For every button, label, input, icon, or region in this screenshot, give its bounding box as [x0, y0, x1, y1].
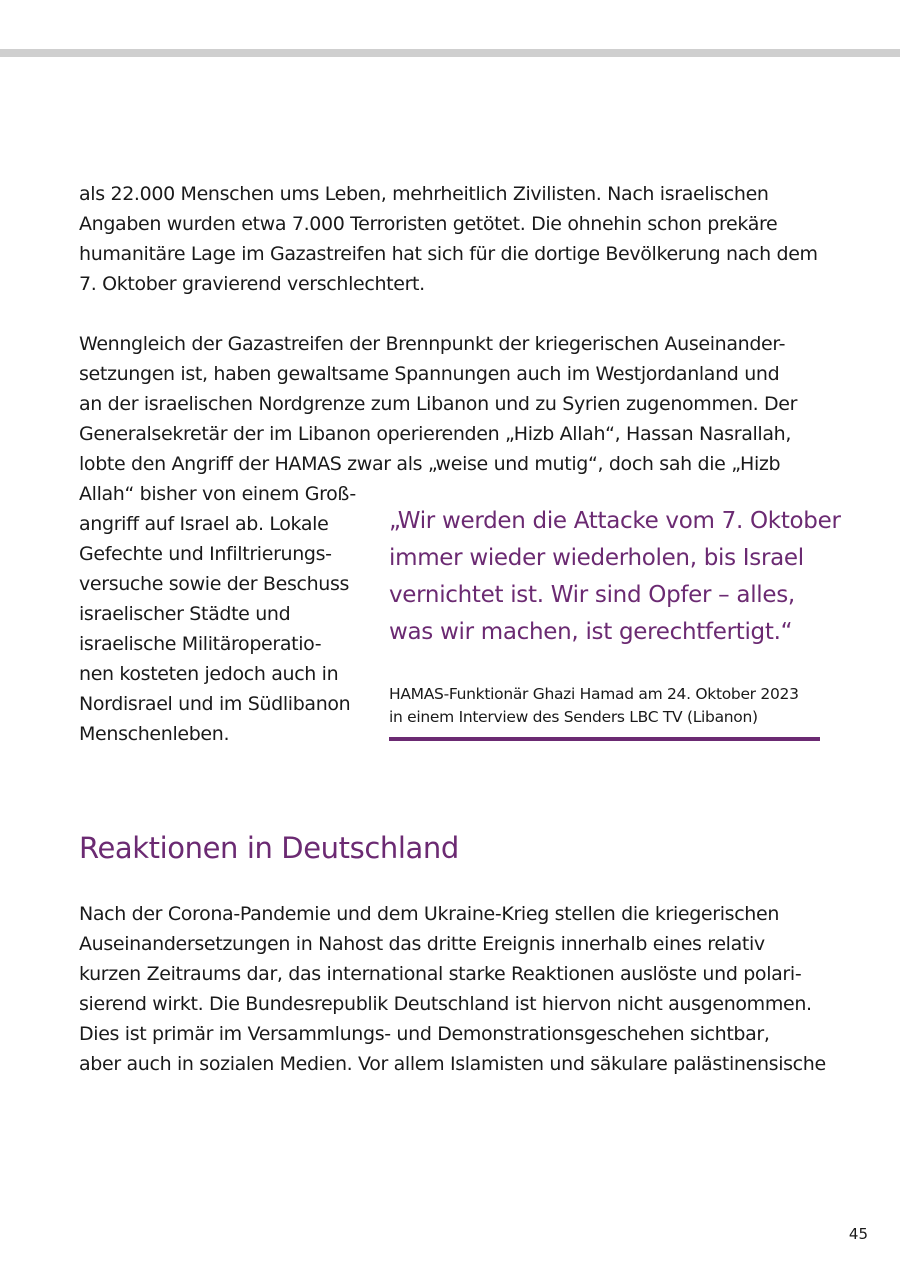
text-line: israelische Militäroperatio-: [79, 633, 322, 655]
text-line: Gefechte und Infiltrierungs-: [79, 543, 332, 565]
text-line: Menschenleben.: [79, 723, 230, 745]
text-line: kurzen Zeitraums dar, das international starke Reaktionen auslöste und polari-: [79, 963, 802, 985]
text-line: Wenngleich der Gazastreifen der Brennpunkt der kriegerischen Auseinander-: [79, 333, 786, 355]
paragraph-germany: [79, 899, 826, 1079]
text-line: israelischer Städte und: [79, 603, 291, 625]
quote-attribution: [389, 683, 799, 729]
quote-line: was wir machen, ist gerechtfertigt.“: [389, 619, 793, 645]
text-line: Nordisrael und im Südlibanon: [79, 693, 351, 715]
paragraph-casualties: [79, 179, 818, 299]
pull-quote: [389, 503, 841, 651]
quote-line: „Wir werden die Attacke vom 7. Oktober: [389, 508, 841, 534]
text-line: Generalsekretär der im Libanon operierenden „Hizb Allah“, Hassan Nasrallah,: [79, 423, 792, 445]
paragraph-tensions-column: [79, 479, 369, 749]
text-line: 7. Oktober gravierend verschlechtert.: [79, 273, 425, 295]
text-line: als 22.000 Menschen ums Leben, mehrheitlich Zivilisten. Nach israelischen: [79, 183, 769, 205]
text-line: lobte den Angriff der HAMAS zwar als „weise und mutig“, doch sah die „Hizb: [79, 453, 781, 475]
text-line: nen kosteten jedoch auch in: [79, 663, 339, 685]
text-line: humanitäre Lage im Gazastreifen hat sich für die dortige Bevölkerung nach dem: [79, 243, 818, 265]
text-line: Nach der Corona-Pandemie und dem Ukraine-Krieg stellen die kriegerischen: [79, 903, 780, 925]
section-heading: Reaktionen in Deutschland: [79, 831, 459, 865]
text-line: sierend wirkt. Die Bundesrepublik Deutschland ist hiervon nicht ausgenommen.: [79, 993, 812, 1015]
text-line: aber auch in sozialen Medien. Vor allem Islamisten und säkulare palästinensische: [79, 1053, 826, 1075]
attribution-line: in einem Interview des Senders LBC TV (Libanon): [389, 708, 758, 726]
quote-line: immer wieder wiederholen, bis Israel: [389, 545, 804, 571]
text-line: an der israelischen Nordgrenze zum Libanon und zu Syrien zugenommen. Der: [79, 393, 798, 415]
quote-underline: [389, 737, 820, 741]
text-line: versuche sowie der Beschuss: [79, 573, 350, 595]
quote-line: vernichtet ist. Wir sind Opfer – alles,: [389, 582, 795, 608]
paragraph-tensions: [79, 329, 797, 479]
text-line: Auseinandersetzungen in Nahost das dritte Ereignis innerhalb eines relativ: [79, 933, 765, 955]
page-number: 45: [848, 1225, 868, 1243]
text-line: Angaben wurden etwa 7.000 Terroristen getötet. Die ohnehin schon prekäre: [79, 213, 778, 235]
text-line: Allah“ bisher von einem Groß-: [79, 483, 356, 505]
top-rule: [0, 49, 900, 57]
text-line: angriff auf Israel ab. Lokale: [79, 513, 329, 535]
attribution-line: HAMAS-Funktionär Ghazi Hamad am 24. Oktober 2023: [389, 685, 799, 703]
text-line: Dies ist primär im Versammlungs- und Demonstrationsgeschehen sichtbar,: [79, 1023, 770, 1045]
text-line: setzungen ist, haben gewaltsame Spannungen auch im Westjordanland und: [79, 363, 780, 385]
